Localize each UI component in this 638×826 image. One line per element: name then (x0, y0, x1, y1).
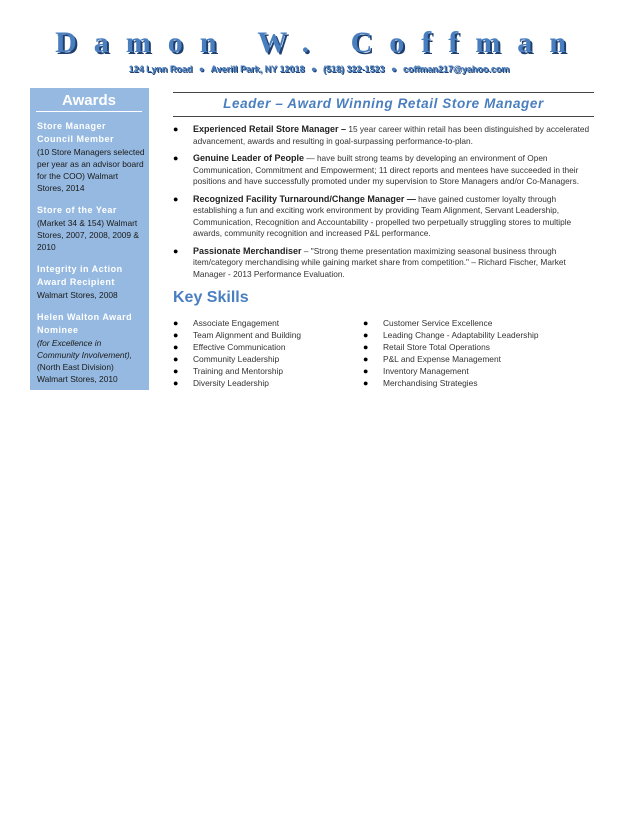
bullet-icon: ● (173, 330, 179, 340)
skills-left-column (173, 317, 301, 389)
skill-label: Leading Change - Adaptability Leadership (383, 330, 539, 340)
bullet-icon: ● (173, 193, 179, 204)
skill-item (173, 317, 301, 329)
summary-bullet (173, 124, 595, 147)
bullet-icon: ● (173, 318, 179, 328)
skill-label: Customer Service Excellence (383, 318, 493, 328)
headline-bottom-rule (173, 116, 594, 117)
bullet-title: Experienced Retail Store Manager – (193, 124, 347, 134)
award-title: Store Manager Council Member (37, 121, 115, 144)
separator-dot: ● (391, 64, 397, 74)
award-title: Integrity in Action Award Recipient (37, 264, 123, 287)
skills-right-column (363, 317, 539, 389)
bullet-icon: ● (173, 342, 179, 352)
skill-label: Community Leadership (193, 354, 280, 364)
awards-heading: Awards (36, 92, 142, 112)
summary-bullet (173, 246, 595, 281)
skill-item (363, 341, 539, 353)
bullet-icon: ● (363, 378, 369, 388)
bullet-icon: ● (173, 245, 179, 256)
headline: Leader – Award Winning Retail Store Manager (223, 96, 544, 111)
award-title: Store of the Year (37, 205, 117, 215)
skill-item (173, 377, 301, 389)
award-description-italic: (for Excellence in Community Involvement), (37, 338, 132, 360)
award-item (37, 311, 145, 385)
skill-label: Team Alignment and Building (193, 330, 302, 340)
key-skills-heading: Key Skills (173, 289, 249, 306)
contact-email[interactable]: coffman217@yahoo.com (403, 64, 510, 74)
bullet-icon: ● (173, 124, 179, 134)
award-description: (Market 34 & 154) Walmart Stores, 2007, 2008, 2009 & 2010 (37, 218, 139, 252)
bullet-icon: ● (173, 378, 179, 388)
bullet-text: – "Strong theme presentation maximizing seasonal business through item/category merchandising while gaining market share from competition." – Richard Fischer, Market Manager - 2013 Performance Evaluation. (193, 245, 566, 279)
headline-top-rule (173, 92, 594, 93)
summary-bullets (173, 124, 595, 286)
bullet-title: Recognized Facility Turnaround/Change Manager — (193, 193, 416, 204)
contact-phone: (518) 322-1523 (323, 64, 385, 74)
summary-bullet (173, 153, 595, 188)
skill-item (173, 329, 301, 341)
contact-address: 124 Lynn Road (128, 64, 193, 74)
bullet-icon: ● (173, 153, 179, 163)
skill-label: P&L and Expense Management (383, 354, 501, 364)
separator-dot: ● (198, 64, 205, 74)
award-description-rest: (North East Division) Walmart Stores, 2010 (37, 362, 118, 384)
award-title: Helen Walton Award Nominee (37, 312, 133, 335)
skill-item (173, 341, 301, 353)
skill-item (363, 353, 539, 365)
skill-label: Associate Engagement (193, 318, 280, 328)
contact-city: Averill Park, NY 12018 (210, 64, 305, 74)
separator-dot: ● (311, 64, 317, 74)
award-item (37, 204, 145, 253)
skill-label: Training and Mentorship (193, 366, 284, 376)
skill-item (363, 329, 539, 341)
skill-label: Merchandising Strategies (383, 378, 478, 388)
bullet-text: 15 year career within retail has been distinguished by accelerated advancement, awards and resulting in goal-surpassing performance-to-plan. (193, 124, 590, 146)
bullet-icon: ● (363, 366, 369, 376)
candidate-name: Damon W. Coffman (55, 26, 583, 59)
award-description: Walmart Stores, 2008 (37, 290, 118, 300)
skill-item (363, 317, 539, 329)
award-item (37, 120, 145, 194)
skill-item (363, 365, 539, 377)
award-description: (10 Store Managers selected per year as an advisor board for the COO) Walmart Stores, 2014 (37, 147, 145, 193)
summary-bullet (173, 194, 595, 240)
bullet-title: Genuine Leader of People (193, 153, 305, 163)
skill-item (173, 353, 301, 365)
awards-sidebar (30, 88, 149, 390)
skill-label: Diversity Leadership (193, 378, 269, 388)
skill-item (173, 365, 301, 377)
skill-label: Inventory Management (383, 366, 469, 376)
bullet-title: Passionate Merchandiser (193, 245, 302, 256)
contact-line (0, 64, 638, 74)
bullet-icon: ● (173, 366, 179, 376)
bullet-icon: ● (363, 342, 369, 352)
award-description (37, 337, 145, 385)
award-item (37, 263, 145, 301)
skill-item (363, 377, 539, 389)
bullet-icon: ● (363, 354, 369, 364)
skill-label: Retail Store Total Operations (383, 342, 490, 352)
bullet-icon: ● (363, 330, 369, 340)
skill-label: Effective Communication (193, 342, 286, 352)
bullet-icon: ● (173, 354, 179, 364)
bullet-text: have gained customer loyalty through establishing a fun and exciting work environment by providing Team Alignment, Servant Leadership, Communication, Recognition and Accountability - propelled two perpetually struggling stores to multiple awards, community recognition and increased P&L performance. (193, 193, 572, 238)
awards-list (37, 120, 145, 385)
bullet-icon: ● (363, 318, 369, 328)
bullet-text: — have built strong teams by developing an environment of Open Communication, Commitment and Empowerment; 11 direct reports and mentees have succeeded in their positions and have successfully promoted under my supervision to Store Managers and/or Co-Managers. (193, 153, 580, 186)
